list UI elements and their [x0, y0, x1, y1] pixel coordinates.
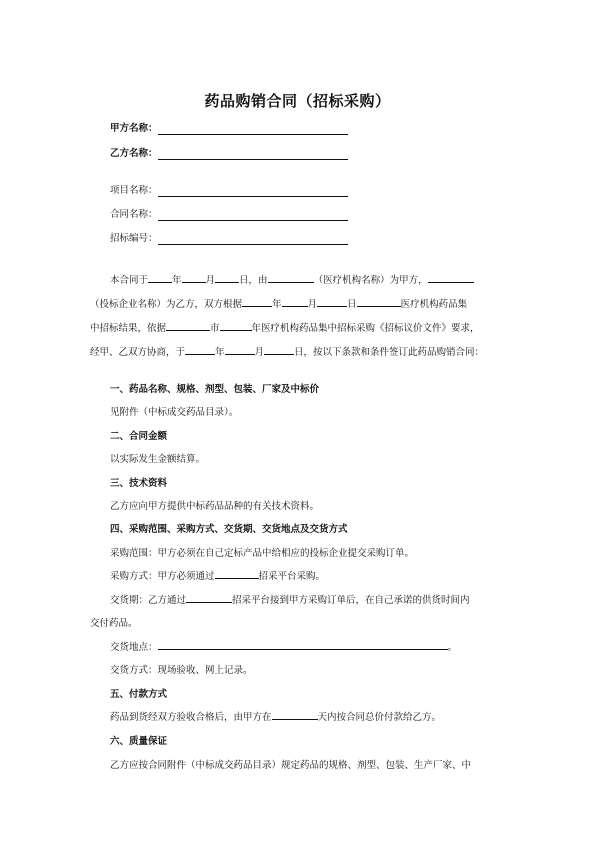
- section-3-text: 乙方应向甲方提供中标药品品种的有关技术资料。: [110, 501, 320, 512]
- section-1-heading: 一、药品名称、规格、剂型、包装、厂家及中标价: [110, 384, 320, 395]
- section-4-method: [110, 568, 325, 582]
- year-blank[interactable]: [220, 320, 252, 331]
- section-4-mode: 交货方式：现场验收、网上记录。: [110, 665, 253, 676]
- tender-no-label: 招标编号：: [110, 233, 158, 244]
- method-text: 采购方式：甲方必须通过: [110, 571, 215, 582]
- region-blank[interactable]: [357, 296, 401, 307]
- intro-text: （医疗机构名称）为甲方，: [313, 275, 428, 286]
- intro-text: 年: [215, 347, 225, 358]
- section-4-period-cont: 交付药品。: [90, 618, 138, 629]
- contract-name-field: [110, 209, 348, 221]
- day-blank[interactable]: [317, 296, 347, 307]
- section-4-heading: 四、采购范围、采购方式、交货期、交货地点及交货方式: [110, 524, 348, 535]
- payment-text: 天内按合同总价付款给乙方。: [317, 712, 442, 723]
- hospital-blank[interactable]: [268, 272, 314, 283]
- contract-name-label: 合同名称：: [110, 209, 158, 220]
- month-blank[interactable]: [182, 272, 206, 283]
- supplier-blank[interactable]: [428, 272, 474, 283]
- intro-text: 月: [205, 275, 216, 286]
- period-text: 招采平台接到甲方采购订单后，在自己承诺的供货时间内: [232, 595, 470, 606]
- day-blank[interactable]: [264, 344, 294, 355]
- intro-line-1: [110, 272, 530, 286]
- intro-text: 日: [347, 299, 357, 310]
- intro-text: 年: [172, 275, 182, 286]
- intro-line-2: [90, 296, 510, 310]
- intro-text: 年医疗机构药品集中招标采购《招标议价文件》要求，: [251, 323, 480, 334]
- day-blank[interactable]: [215, 272, 239, 283]
- section-2-heading: 二、合同金额: [110, 431, 168, 442]
- city-blank[interactable]: [166, 320, 210, 331]
- platform-blank[interactable]: [215, 568, 259, 579]
- month-blank[interactable]: [282, 296, 308, 307]
- section-4-place: [110, 639, 457, 653]
- intro-text: 年: [272, 299, 282, 310]
- place-text: 。: [447, 642, 458, 653]
- section-4-scope: 采购范围：甲方必须在自己定标产品中给相应的投标企业提交采购订单。: [110, 548, 415, 559]
- section-6-heading: 六、质量保证: [110, 736, 168, 747]
- intro-text: 月: [254, 347, 265, 358]
- project-name-blank[interactable]: [158, 186, 348, 197]
- project-name-field: [110, 185, 348, 197]
- contract-title: 药品购销合同（招标采购）: [204, 92, 391, 110]
- party-b-field: [110, 148, 348, 160]
- delivery-place-blank[interactable]: [158, 639, 448, 650]
- year-blank[interactable]: [185, 344, 215, 355]
- year-blank[interactable]: [148, 272, 172, 283]
- section-3-heading: 三、技术资料: [110, 478, 168, 489]
- party-a-field: [110, 123, 348, 135]
- method-text: 招采平台采购。: [258, 571, 326, 582]
- intro-text: 市: [210, 323, 220, 334]
- payment-days-blank[interactable]: [272, 709, 318, 720]
- intro-line-3: [90, 320, 510, 334]
- payment-text: 药品到货经双方验收合格后，由甲方在: [110, 712, 272, 723]
- project-name-label: 项目名称：: [110, 185, 158, 196]
- month-blank[interactable]: [225, 344, 255, 355]
- period-text: 交货期：乙方通过: [110, 595, 187, 606]
- year-blank[interactable]: [242, 296, 272, 307]
- section-5-heading: 五、付款方式: [110, 689, 168, 700]
- intro-text: 中招标结果，依据: [90, 323, 167, 334]
- platform-blank[interactable]: [186, 592, 232, 603]
- section-2-text: 以实际发生金额结算。: [110, 454, 206, 465]
- party-a-label: 甲方名称：: [110, 123, 158, 134]
- section-5-text: [110, 709, 441, 723]
- section-6-text: 乙方应按合同附件（中标成交药品目录）规定药品的规格、剂型、包装、生产厂家、中: [110, 760, 472, 771]
- tender-no-blank[interactable]: [158, 234, 348, 245]
- intro-text: 经甲、乙双方协商，于: [90, 347, 186, 358]
- intro-line-4: [90, 344, 510, 358]
- section-4-period: [110, 592, 470, 606]
- party-a-blank[interactable]: [158, 124, 348, 135]
- intro-text: 医疗机构药品集: [400, 299, 468, 310]
- section-1-text: 见附件（中标成交药品目录）。: [110, 407, 239, 418]
- intro-text: 月: [307, 299, 318, 310]
- intro-text: （投标企业名称）为乙方，双方根据: [90, 299, 243, 310]
- intro-text: 日，由: [239, 275, 268, 286]
- party-b-blank[interactable]: [158, 149, 348, 160]
- place-text: 交货地点：: [110, 642, 158, 653]
- party-b-label: 乙方名称：: [110, 148, 158, 159]
- tender-no-field: [110, 233, 348, 245]
- contract-name-blank[interactable]: [158, 210, 348, 221]
- intro-text: 日，按以下条款和条件签订此药品购销合同：: [294, 347, 485, 358]
- intro-text: 本合同于: [110, 275, 149, 286]
